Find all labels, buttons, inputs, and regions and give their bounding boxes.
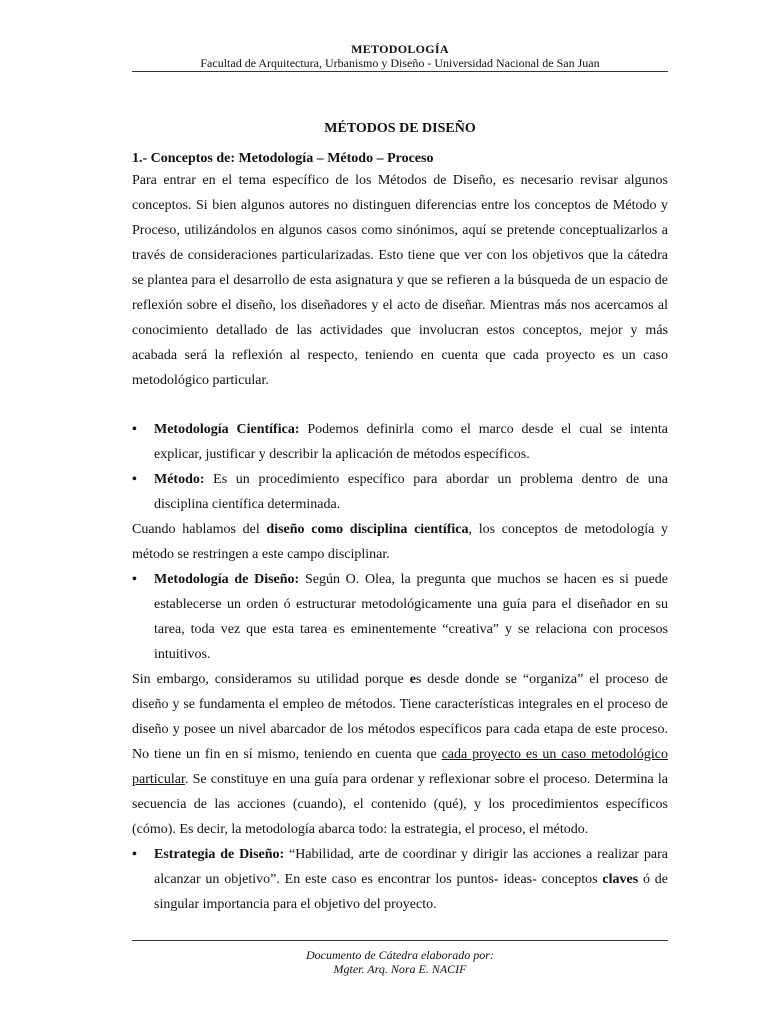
- paragraph-spacer: [132, 393, 668, 417]
- bullet-icon: •: [132, 847, 137, 862]
- text-run: ó de singular importancia para el objetivo del proyecto.: [154, 872, 668, 912]
- term-definition: Podemos definirla como el marco desde el cual se intenta explicar, justificar y describir la aplicación de métodos específicos.: [154, 422, 668, 462]
- text-run: , los conceptos de metodología y método se restringen a este campo disciplinar.: [132, 522, 668, 562]
- term-label: Método:: [154, 472, 205, 487]
- paragraph-disciplina: [132, 517, 668, 567]
- footer-divider: [132, 940, 668, 941]
- document-body: [132, 120, 668, 917]
- bullet-icon: •: [132, 422, 137, 437]
- text-run: Cuando hablamos del: [132, 522, 267, 537]
- bullet-icon: •: [132, 472, 137, 487]
- document-title: MÉTODOS DE DISEÑO: [324, 121, 476, 136]
- bold-text-run: claves: [602, 872, 639, 887]
- paragraph-utilidad: [132, 667, 668, 842]
- term-definition: “Habilidad, arte de coordinar y dirigir las acciones a realizar para alcanzar un objetivo”. En este caso es encontrar los puntos- ideas- conceptos: [154, 847, 668, 887]
- list-item-metodologia-diseno: [132, 567, 668, 667]
- text-run: Sin embargo, consideramos su utilidad porque: [132, 672, 410, 687]
- bullet-icon: •: [132, 572, 137, 587]
- footer-credit-line: Documento de Cátedra elaborado por:: [306, 948, 494, 962]
- footer-author-line: Mgter. Arq. Nora E. NACIF: [333, 962, 467, 976]
- list-item-estrategia-diseno: [132, 842, 668, 917]
- bold-text-run: diseño como disciplina científica: [266, 522, 469, 537]
- page-footer: [132, 948, 668, 976]
- term-label: Metodología Científica:: [154, 422, 300, 437]
- page-header: [132, 42, 668, 70]
- term-definition: Es un procedimiento específico para abordar un problema dentro de una disciplina científica determinada.: [154, 472, 668, 512]
- text-run: s desde donde se “organiza” el proceso de diseño y se fundamenta el empleo de métodos. Tiene características integrales en el proceso de diseño y posee un nivel abarcador de los métodos específicos para cada etapa de este proceso. No tiene un fin en sí mismo, teniendo en cuenta que: [132, 672, 668, 762]
- term-definition: Según O. Olea, la pregunta que muchos se hacen es si puede establecerse un orden ó estructurar metodológicamente una guía para el diseñador en su tarea, toda vez que esta tarea es eminentemente “creativa” y se relaciona con procesos intuitivos.: [154, 572, 669, 662]
- term-label: Estrategia de Diseño:: [154, 847, 285, 862]
- header-subtitle: Facultad de Arquitectura, Urbanismo y Diseño - Universidad Nacional de San Juan: [200, 56, 600, 70]
- list-item-metodologia-cientifica: [132, 417, 668, 467]
- list-item-metodo: [132, 467, 668, 517]
- bold-text-run: e: [409, 672, 416, 687]
- header-divider: [132, 71, 668, 72]
- header-title: METODOLOGÍA: [351, 42, 449, 56]
- underlined-text-run: cada proyecto es un caso metodológico particular: [132, 747, 668, 787]
- section-heading: 1.- Conceptos de: Metodología – Método – Proceso: [132, 151, 434, 166]
- intro-paragraph: Para entrar en el tema específico de los Métodos de Diseño, es necesario revisar algunos conceptos. Si bien algunos autores no distinguen diferencias entre los conceptos de Método y Proceso, utilizándolos en algunos casos como sinónimos, aquí se pretende conceptualizarlos a través de consideraciones particularizadas. Esto tiene que ver con los objetivos que la cátedra se plantea para el desarrollo de esta asignatura y que se refieren a la búsqueda de un espacio de reflexión sobre el diseño, los diseñadores y el acto de diseñar. Mientras más nos acercamos al conocimiento detallado de las actividades que involucran estos conceptos, mejor y más acabada será la reflexión al respecto, teniendo en cuenta que cada proyecto es un caso metodológico particular.: [132, 173, 668, 388]
- term-label: Metodología de Diseño:: [154, 572, 300, 587]
- text-run: . Se constituye en una guía para ordenar y reflexionar sobre el proceso. Determina la secuencia de las acciones (cuando), el contenido (qué), y los procedimientos específicos (cómo). Es decir, la metodología abarca todo: la estrategia, el proceso, el método.: [132, 772, 668, 837]
